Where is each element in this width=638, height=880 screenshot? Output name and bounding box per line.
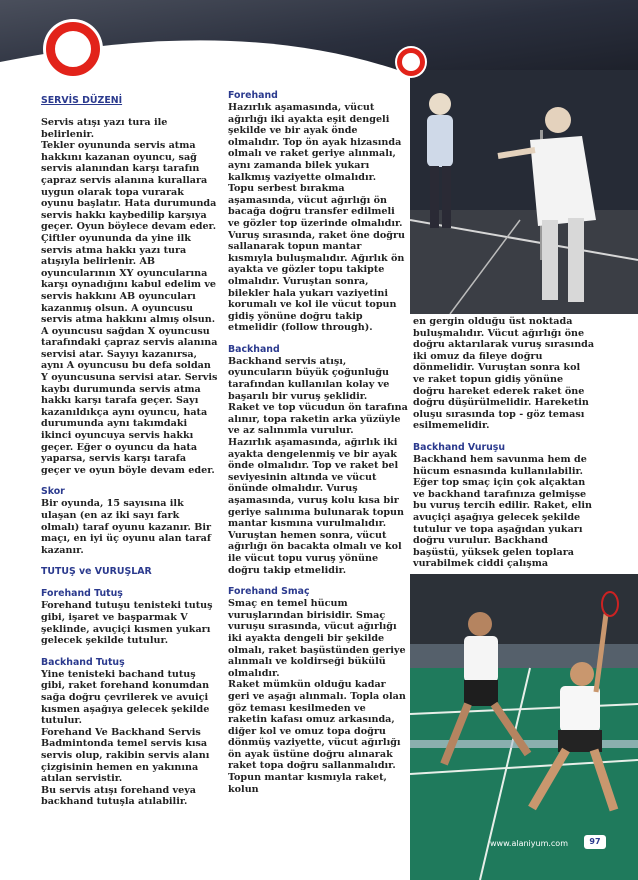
paragraph-backhand: Backhand servis atışı, oyuncuların büyük çoğunluğu tarafından kullanılan kolay ve başarılı bir vuruş şeklidir. Raket ve top vücudun ön tarafına alınır, topa raketin arka yüzüyle ve az salınımla vurulur. Hazırlık aşamasında, ağırlık iki ayakta dengelenmiş ve bir ayak önde olmalıdır. Top ve raket bel seviyesinin altında ve vücut önünde olmalıdır. Vuruş aşamasında, vuruş kolu kısa bir geriye salınıma bulunarak topun mantar kısmına vurulmalıdır. Vuruştan hemen sonra, vücut ağırlığı ön bacakta olmalı ve kol ile vücut topu vuruş yönüne doğru takip etmelidir. [228,355,408,576]
heading-forehand: Forehand [228,90,278,101]
red-ring-logo-small [397,48,425,76]
paragraph-backhand-tutus: Yine tenisteki bachand tutuş gibi, raket forehand konumdan sağa doğru çevrilerek ve avuiçi kısmen aşağıya gelecek şekilde tutulur. Forehand Ve Backhand Servis Badmintonda temel servis kısa servis olup, rakibin servis alanı çizgisinin hemen en yakınına atılan servistir. Bu servis atışı forehand veya backhand tutuşla atılabilir. [41,668,210,808]
heading-backhand-vurusu: Backhand Vuruşu [413,441,506,453]
paragraph-forehand: Hazırlık aşamasında, vücut ağırlığı iki ayakta eşit dengeli şekilde ve bir ayak önde olmalıdır. Top ön ayak hizasında olmalı ve raket geriye alınmalı, aynı zamanda bilek yukarı kalkmış vaziyette olmalıdır. Topu serbest bırakma aşamasında, vücut ağırlığı ön bacağa doğru transfer edilmeli ve gözler top üzerinde olmalıdır. Vuruş sırasında, raket öne doğru sallanarak topun mantar kısmıyla buluşmalıdır. Ağırlık ön ayakta ve gözler topu takipte olmalıdır. Vuruştan sonra, bilekler hala yukarı vaziyetini korumalı ve kol ile vücut topun gidiş yönüne doğru takip etmelidir (follow through). [228,102,405,334]
heading-skor: Skor [41,486,65,498]
paragraph-backhand-vurusu: Backhand hem savunma hem de hücum esnasında kullanılabilir. Eğer top smaç için çok alçaktan ve backhand tarafınıza gelmişse bu vuruş tercih edilir. Raket, elin avuçiçi aşağıya gelecek şekilde tutulur ve topa aşağıdan yukarı doğru vurulur. Backhand başüstü, yüksek gelen toplara vurabilmek ciddi çalışma [413,453,592,570]
heading-forehand-tutus: Forehand Tutuş [41,588,123,600]
photo-senior-players-illustration [410,70,638,314]
text-column-1 [41,95,219,818]
text-column-2 [228,90,408,795]
photo-doubles-illustration [410,574,638,880]
footer-website-url: www.alaniyum.com [490,839,568,848]
heading-tutus-ve-vuruslar: TUTUŞ ve VURUŞLAR [41,566,152,578]
heading-backhand-tutus: Backhand Tutuş [41,656,125,668]
text-column-3 [413,316,595,570]
photo-senior-players [410,70,638,314]
page-number: 97 [584,835,606,849]
photo-doubles-players [410,574,638,880]
paragraph-servis-duzeni: Servis atışı yazı tura ile belirlenir. Tekler oyununda servis atma hakkını kazanan oyuncu, sağ servis alanından karşı tarafın çapraz servis alanına kurallara uygun olarak topa vurarak oyunu başlatır. Hata durumunda servis hakkı kaybedilip karşıya geçer. Oyun böylece devam eder. Çiftler oyununda da yine ilk servis atma hakkı yazı tura atışıyla belirlenir. AB oyuncularının XY oyuncularına karşı oynadığını kabul edelim ve servis hakkını AB oyuncuları kazanmış olsun. A oyuncusu servis atma hakkını almış olsun. A oyuncusu sağdan X oyuncusu tarafındaki çapraz servis alanına servisi atar. Sayıyı kazanırsa, aynı A oyuncusu bu defa soldan Y oyuncusuna servisi atar. Servis kaybı durumunda servis atma hakkı karşı tarafa geçer. Sayı kazanıldıkça aynı oyuncu, hata durumunda aynı takımdaki ikinci oyuncuya servis hakkı geçer. Eğer o oyuncu da hata yaparsa, servis karşı tarafa geçer ve oyun böyle devam eder. [41,117,218,476]
paragraph-smac-continued: en gergin olduğu üst noktada buluşmalıdır. Vücut ağırlığı öne doğru aktarılarak vuruş sırasında iki omuz da fileye doğru dönmelidir. Vuruştan sonra kol ve raket topun gidiş yönüne doğru hareket ederek raket öne doğru düşürülmelidir. Hareketin oluşu sırasında top - göz teması esilmemelidir. [413,316,595,432]
red-ring-logo-large [46,22,100,76]
heading-backhand: Backhand [228,343,280,355]
heading-forehand-smac: Forehand Smaç [228,586,310,598]
paragraph-forehand-smac: Smaç en temel hücum vuruşlarından birisidir. Smaç vuruşu sırasında, vücut ağırlığı iki ayakta dengeli bir şekilde olmalı, raket başüstünden geriye alınmalı ve koldirseği bükülü olmalıdır. Raket mümkün olduğu kadar geri ve aşağı alınmalı. Topla olan göz teması kesilmeden ve raketin kafası omuz arkasında, diğer kol ve omuz topa doğru dönmüş vaziyette, vücut ağırlığı ön ayak üstüne doğru alınarak raket topa doğru sallanmalıdır. Topun mantar kısmıyla raket, kolun [228,598,406,795]
paragraph-forehand-tutus: Forehand tutuşu tenisteki tutuş gibi, işaret ve başparmak V şeklinde, avuçiçi kısmen yukarı gelecek şekilde tutulur. [41,600,213,647]
paragraph-skor: Bir oyunda, 15 sayısına ilk ulaşan (en az iki sayı fark olmalı) taraf oyunu kazanır. Bir maçı, en iyi üç oyunu alan taraf kazanır. [41,498,212,556]
heading-servis-duzeni: SERVİS DÜZENİ [41,95,123,106]
